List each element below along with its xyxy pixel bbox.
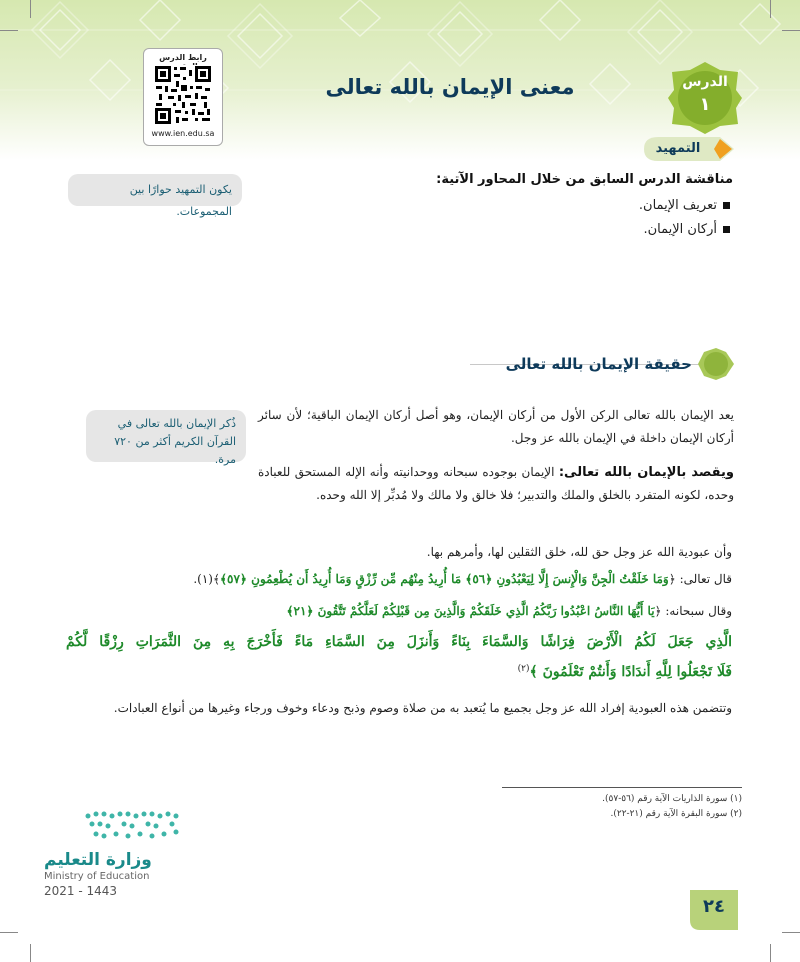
bullet-square-icon	[723, 202, 730, 209]
crop-mark	[30, 0, 31, 18]
quran-text: فَلَا تَجْعَلُوا لِلَّهِ أَندَادًا وَأَنتُمْ تَعْلَمُونَ ﴾	[529, 664, 732, 680]
intro-bullet: أركان الإيمان.	[440, 222, 730, 237]
bullet-square-icon	[723, 226, 730, 233]
crop-mark	[770, 0, 771, 18]
definition-term: ويقصد بالإيمان بالله تعالى:	[558, 465, 734, 480]
intro-tab-label: التمهيد	[655, 141, 701, 156]
intro-prompt: مناقشة الدرس السابق من خلال المحاور الآتية:	[436, 172, 733, 187]
verse-2-line-1: وقال سبحانه: ﴿يَا أَيُّهَا النَّاسُ اعْبُدُوا رَبَّكُمُ الَّذِي خَلَقَكُمْ وَالَّذِينَ مِن قَبْلِكُمْ لَعَلَّكُمْ تَتَّقُونَ ﴿٢١﴾	[286, 604, 732, 618]
quran-text: يَا أَيُّهَا النَّاسُ اعْبُدُوا رَبَّكُمُ الَّذِي خَلَقَكُمْ وَالَّذِينَ مِن قَبْلِكُمْ لَعَلَّكُمْ تَتَّقُونَ ﴿٢١﴾	[286, 604, 655, 618]
paragraph-worship: وأن عبودية الله عز وجل حق لله، خلق الثقلين لها، وأمرهم بها.	[426, 545, 732, 559]
qr-url[interactable]: www.ien.edu.sa	[151, 129, 215, 138]
qr-code-icon[interactable]	[154, 65, 212, 125]
paragraph-intro: يعد الإيمان بالله تعالى الركن الأول من أركان الإيمان، وهو أصل أركان الإيمان الباقية؛ لأن سائر أركان الإيمان داخلة في الإيمان بالله عز وجل.	[258, 408, 734, 445]
page-number: ٢٤	[703, 896, 725, 917]
footnote: (٢) سورة البقرة الآية رقم (٢١-٢٢).	[610, 809, 742, 819]
crop-mark	[0, 30, 18, 31]
crop-mark	[0, 932, 18, 933]
lesson-label: الدرس	[682, 74, 728, 90]
crop-mark	[30, 944, 31, 962]
section-heading	[470, 346, 736, 382]
crop-mark	[770, 944, 771, 962]
ministry-dots-icon	[40, 808, 190, 848]
page-title: معنى الإيمان بالله تعالى	[325, 75, 575, 99]
lesson-badge	[668, 62, 742, 134]
verse-1: قال تعالى: ﴿وَمَا خَلَقْتُ الْجِنَّ وَالْإِنسَ إِلَّا لِيَعْبُدُونِ ﴿٥٦﴾ مَا أُرِيدُ مِنْهُم مِّن رِّزْقٍ وَمَا أُرِيدُ أَن يُطْعِمُونِ ﴿٥٧﴾﴾(١).	[193, 572, 732, 586]
quran-text: وَمَا خَلَقْتُ الْجِنَّ وَالْإِنسَ إِلَّا لِيَعْبُدُونِ ﴿٥٦﴾ مَا أُرِيدُ مِنْهُم مِّن رِّزْقٍ وَمَا أُرِيدُ أَن يُطْعِمُونِ ﴿٥٧﴾	[220, 572, 669, 586]
lesson-number: ١	[699, 94, 711, 115]
side-note-count: ذُكر الإيمان بالله تعالى في القرآن الكريم أكثر من ٧٢٠ مرة.	[86, 410, 246, 462]
crop-mark	[782, 30, 800, 31]
verse-2-line-2: الَّذِي جَعَلَ لَكُمُ الْأَرْضَ فِرَاشًا وَالسَّمَاءَ بِنَاءً وَأَنزَلَ مِنَ السَّمَاءِ مَاءً فَأَخْرَجَ بِهِ مِنَ الثَّمَرَاتِ رِزْقًا لَّكُمْ	[66, 634, 732, 650]
intro-bullet: تعريف الإيمان.	[440, 198, 730, 213]
qr-card[interactable]	[143, 48, 223, 146]
page-number-badge	[690, 890, 738, 930]
ministry-logo	[40, 808, 190, 908]
qr-label: رابط الدرس	[159, 53, 207, 62]
intro-tab	[640, 136, 736, 162]
side-note-intro: يكون التمهيد حوارًا بين المجموعات.	[68, 174, 242, 206]
paragraph-definition: ويقصد بالإيمان بالله تعالى: الإيمان بوجوده سبحانه ووحدانيته وأنه الإله المستحق للعبادة وحده، لكونه المتفرد بالخلق والملك والتدبير؛ فلا خالق ولا مالك ولا مُدبِّر إلا الله وحده.	[258, 465, 734, 502]
ministry-name-english: Ministry of Education	[44, 871, 150, 882]
crop-mark	[782, 932, 800, 933]
section-title: حقيقة الإيمان بالله تعالى	[505, 355, 692, 373]
footnote: (١) سورة الذاريات الآية رقم (٥٦-٥٧).	[602, 794, 742, 804]
edition-year: 2021 - 1443	[44, 884, 118, 898]
footnote-divider	[502, 787, 742, 788]
paragraph-conclusion: وتتضمن هذه العبودية إفراد الله عز وجل بجميع ما يُتعبد به من صلاة وصوم وذبح ودعاء وخوف ورجاء وغيرها من أنواع العبادات.	[113, 701, 732, 715]
ministry-name-arabic: وزارة التعليم	[44, 850, 152, 870]
verse-2-line-3: فَلَا تَجْعَلُوا لِلَّهِ أَندَادًا وَأَنتُمْ تَعْلَمُونَ ﴾$^{(٢)}$	[517, 664, 732, 680]
